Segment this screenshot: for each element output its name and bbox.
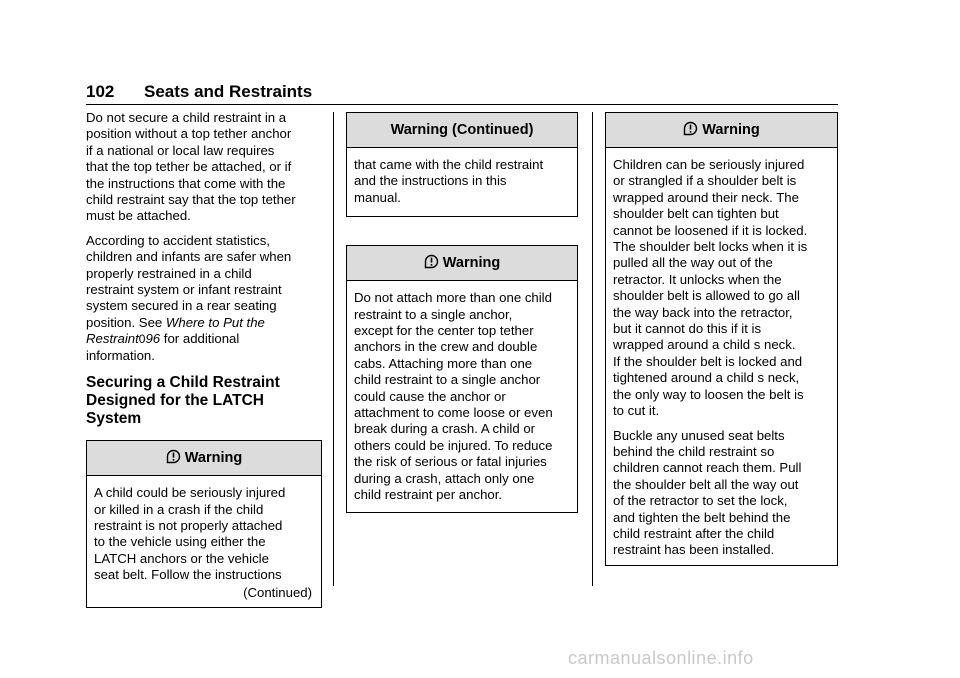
warning-body (606, 148, 837, 565)
text-line: child restraint after the child (613, 525, 775, 541)
text-line: properly restrained in a child (86, 265, 252, 281)
heading-line: Securing a Child Restraint (86, 374, 280, 392)
text-line: child restraint per anchor. (354, 487, 503, 503)
warning-body (87, 476, 321, 607)
cross-reference-link-cont[interactable]: Restraint (86, 331, 139, 347)
paragraph-statistics (86, 233, 322, 364)
warning-header (87, 441, 321, 476)
text-line: child restraint say that the top tether (86, 192, 296, 208)
text-line: cannot be loosened if it is locked. (613, 222, 808, 238)
text-line: or strangled if a shoulder belt is (613, 173, 797, 189)
text-line: position without a top tether anchor (86, 126, 292, 142)
heading-line: System (86, 410, 142, 428)
text-line: information. (86, 347, 155, 363)
text-line: restraint system or infant restraint (86, 282, 282, 298)
text-line: According to accident statistics, (86, 232, 270, 248)
text-line: system secured in a rear seating (86, 298, 277, 314)
text-line: must be attached. (86, 208, 191, 224)
text-line: or killed in a crash if the child (94, 501, 264, 517)
page-header (86, 82, 838, 105)
text-line: LATCH anchors or the vehicle (94, 550, 269, 566)
warning-paragraph (613, 428, 830, 559)
text-line: child restraint to a single anchor (354, 372, 541, 388)
text-line: children cannot reach them. Pull (613, 460, 802, 476)
text-line: wrapped around a child s neck. (613, 337, 796, 353)
paragraph-tether (86, 110, 322, 225)
text-line (86, 331, 322, 347)
text-line: seat belt. Follow the instructions (94, 567, 282, 583)
text-line: if a national or local law requires (86, 142, 275, 158)
warning-body (347, 148, 577, 216)
text-line: but it cannot do this if it is (613, 321, 762, 337)
text-line: that the top tether be attached, or if (86, 159, 292, 175)
warning-header (347, 246, 577, 281)
text-line: manual. (354, 189, 401, 205)
text-line: that came with the child restraint (354, 157, 544, 172)
text-line: the risk of serious or fatal injuries (354, 454, 547, 470)
text-line: the shoulder belt all the way out (613, 476, 799, 492)
text-line: pulled all the way out of the (613, 255, 773, 271)
warning-icon (683, 121, 698, 136)
page-reference-icon: 0 (138, 332, 146, 347)
text-line: The shoulder belt locks when it is (613, 239, 808, 255)
text-line: A child could be seriously injured (94, 485, 286, 501)
text-line: the way back into the retractor, (613, 304, 793, 320)
warning-header (606, 113, 837, 148)
text-line: If the shoulder belt is locked and (613, 353, 803, 369)
warning-box-continued (346, 112, 578, 217)
text-line: and the instructions in this (354, 173, 507, 189)
warning-title: Warning (184, 450, 243, 467)
text-line: Buckle any unused seat belts (613, 427, 785, 443)
text-line: shoulder belt is allowed to go all (613, 288, 800, 304)
column-divider (592, 112, 593, 586)
text-line: to the vehicle using either the (94, 534, 266, 550)
text-line: behind the child restraint so (613, 443, 775, 459)
text-line: cabs. Attaching more than one (354, 355, 533, 371)
warning-body (347, 281, 577, 511)
text-line: Do not attach more than one child (354, 290, 552, 306)
page-reference-number[interactable]: 96 (145, 331, 161, 347)
continued-label: (Continued) (243, 584, 312, 600)
text-line: to cut it. (613, 403, 660, 419)
text-line: others could be injured. To reduce (354, 437, 553, 453)
text-line: tightened around a child s neck, (613, 370, 800, 386)
text-line: and tighten the belt behind the (613, 509, 791, 525)
text-line: of the retractor to set the lock, (613, 493, 788, 509)
text-line: during a crash, attach only one (354, 470, 535, 486)
warning-box-single-anchor (346, 245, 578, 512)
text-line: restraint is not properly attached (94, 517, 283, 533)
text-line: Children can be seriously injured (613, 157, 805, 172)
column-2 (346, 112, 578, 513)
text-line: shoulder belt can tighten but (613, 206, 779, 222)
warning-paragraph (613, 157, 830, 420)
text-line: the instructions that come with the (86, 175, 286, 191)
page-number: 102 (86, 82, 115, 101)
warning-box-shoulder-belt (605, 112, 838, 566)
text-line: Do not secure a child restraint in a (86, 110, 287, 125)
warning-title: Warning (442, 255, 501, 272)
text-line: break during a crash. A child or (354, 421, 536, 437)
watermark: carmanualsonline.info (568, 648, 754, 668)
column-divider (333, 112, 334, 586)
text-line: could cause the anchor or (354, 388, 506, 404)
warning-icon (166, 449, 181, 464)
section-heading (86, 374, 322, 428)
text-line (86, 315, 322, 331)
warning-icon (424, 254, 439, 269)
text-fragment: for additional (160, 331, 240, 347)
text-line: retractor. It unlocks when the (613, 271, 782, 287)
section-title: Seats and Restraints (144, 82, 313, 101)
text-line: the only way to loosen the belt is (613, 386, 804, 402)
text-line: restraint has been installed. (613, 542, 775, 558)
text-fragment: position. See (86, 314, 166, 330)
text-line: restraint to a single anchor, (354, 306, 513, 322)
heading-line: Designed for the LATCH (86, 392, 264, 410)
text-line: anchors in the crew and double (354, 339, 538, 355)
column-1 (86, 110, 322, 608)
warning-title: Warning (702, 122, 760, 138)
cross-reference-link[interactable]: Where to Put the (165, 314, 265, 330)
text-line: wrapped around their neck. The (613, 189, 799, 205)
text-line: children and infants are safer when (86, 249, 292, 265)
text-line: attachment to come loose or even (354, 405, 553, 421)
column-3 (605, 112, 838, 566)
text-line: except for the center top tether (354, 323, 534, 339)
warning-header: Warning (Continued) (347, 113, 577, 148)
warning-box-latch (86, 440, 322, 608)
